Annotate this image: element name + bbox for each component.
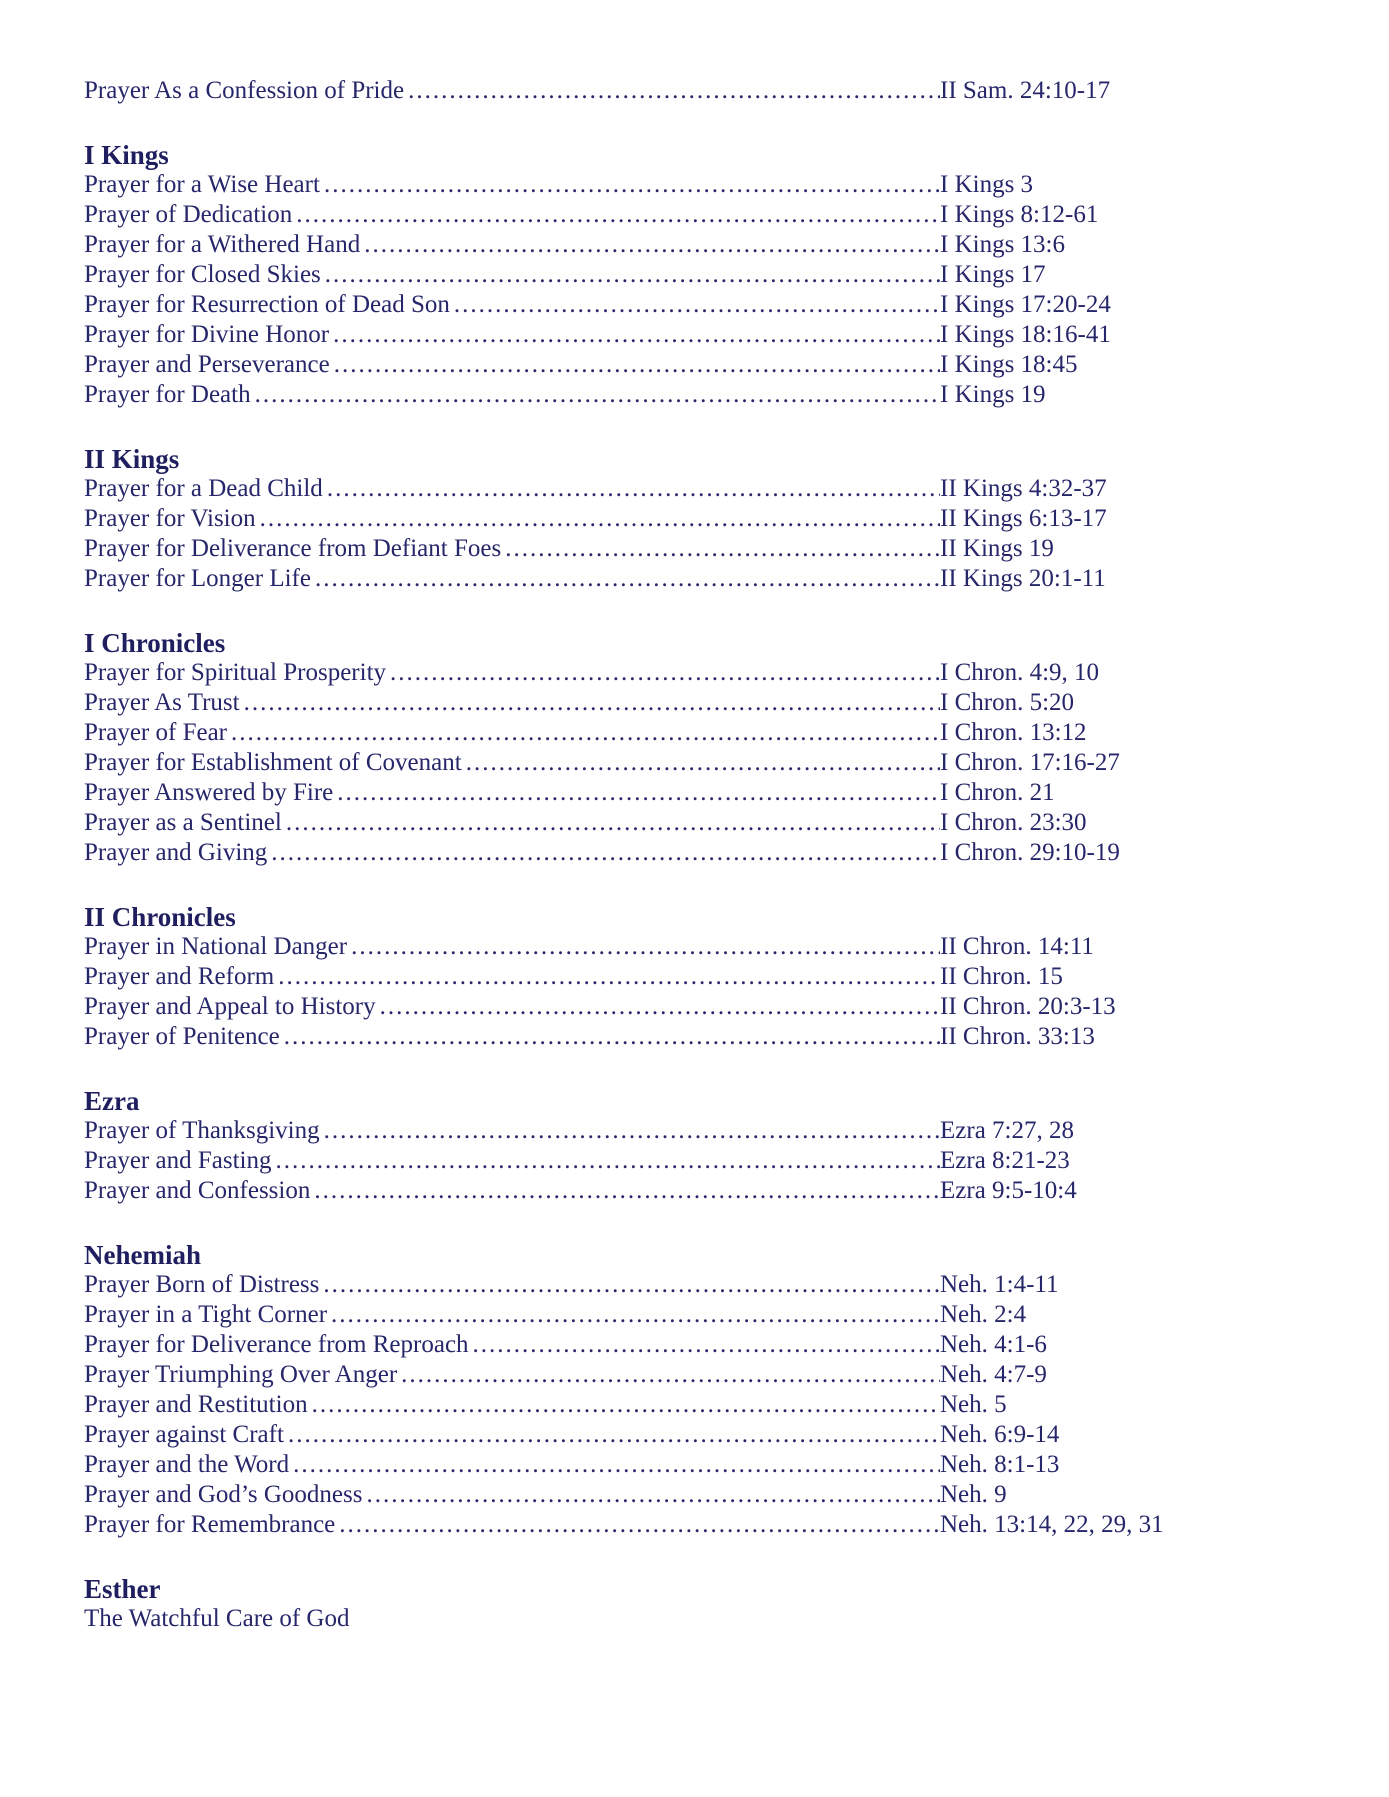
entry-reference: Neh. 13:14, 22, 29, 31 (940, 1511, 1164, 1538)
entry-dot-leader (278, 962, 940, 992)
entry-title: Prayer and Restitution (84, 1391, 308, 1418)
entry-title: Prayer for Spiritual Prosperity (84, 659, 387, 686)
toc-entry-left (84, 838, 940, 868)
toc-entry (84, 962, 1305, 992)
section-heading: I Chronicles (84, 628, 226, 658)
entry-title: Prayer for Closed Skies (84, 261, 321, 288)
entry-title: Prayer for Establishment of Covenant (84, 749, 462, 776)
toc-entry-left (84, 170, 940, 200)
toc-entry (84, 170, 1305, 200)
section-heading: Ezra (84, 1086, 140, 1116)
entry-dot-leader (284, 1022, 940, 1052)
entry-reference: Ezra 8:21-23 (940, 1147, 1070, 1174)
entry-dot-leader (275, 1146, 940, 1176)
entry-title: The Watchful Care of God (84, 1605, 350, 1632)
entry-dot-leader (454, 290, 940, 320)
toc-entry-left (84, 474, 940, 504)
toc-entry-left (84, 76, 940, 106)
toc-entry-left (84, 1360, 940, 1390)
toc-entry (84, 808, 1305, 838)
entry-reference: I Kings 8:12-61 (940, 201, 1099, 228)
toc-entry-left (84, 748, 940, 778)
entry-dot-leader (333, 320, 940, 350)
toc-entry (84, 200, 1305, 230)
toc-entry (84, 290, 1305, 320)
toc-entry (84, 748, 1305, 778)
entry-title: Prayer and Appeal to History (84, 993, 376, 1020)
entry-dot-leader (324, 170, 940, 200)
entry-dot-leader (293, 1450, 940, 1480)
entry-dot-leader (255, 380, 940, 410)
toc-entry (84, 838, 1305, 868)
entry-reference: II Chron. 14:11 (940, 933, 1094, 960)
entry-reference: I Kings 19 (940, 381, 1046, 408)
entry-reference: Neh. 2:4 (940, 1301, 1027, 1328)
toc-entry-left (84, 504, 940, 534)
entry-title: Prayer for Divine Honor (84, 321, 330, 348)
toc-entry (84, 1330, 1305, 1360)
entry-title: Prayer of Penitence (84, 1023, 280, 1050)
entry-title: Prayer As a Confession of Pride (84, 77, 405, 104)
section-heading: I Kings (84, 140, 169, 170)
entry-reference: I Chron. 23:30 (940, 809, 1087, 836)
entry-reference: Neh. 8:1-13 (940, 1451, 1060, 1478)
entry-reference: I Kings 18:45 (940, 351, 1078, 378)
toc-entry (84, 380, 1305, 410)
entry-title: Prayer As Trust (84, 689, 240, 716)
entry-title: Prayer for Remembrance (84, 1511, 336, 1538)
toc-entry-left (84, 1450, 940, 1480)
section-entries (84, 474, 1305, 594)
entry-title: Prayer for a Wise Heart (84, 171, 320, 198)
entry-title: Prayer against Craft (84, 1421, 284, 1448)
section-entries (84, 170, 1305, 410)
entry-dot-leader (314, 1176, 940, 1206)
entry-dot-leader (351, 932, 940, 962)
entry-dot-leader (312, 1390, 940, 1420)
entry-reference: Ezra 9:5-10:4 (940, 1177, 1077, 1204)
toc-section (84, 444, 1305, 594)
toc-entry-left (84, 534, 940, 564)
toc-entry (84, 718, 1305, 748)
entry-reference: Ezra 7:27, 28 (940, 1117, 1074, 1144)
toc-entry (84, 1146, 1305, 1176)
toc-entry-left (84, 1480, 940, 1510)
toc-entry (84, 1116, 1305, 1146)
toc-section (84, 1086, 1305, 1206)
toc-entry (84, 992, 1305, 1022)
entry-dot-leader (315, 564, 940, 594)
table-of-contents (84, 76, 1305, 1634)
toc-entry-left (84, 992, 940, 1022)
toc-entry (84, 688, 1305, 718)
entry-title: Prayer and Fasting (84, 1147, 272, 1174)
entry-reference: II Chron. 15 (940, 963, 1063, 990)
entry-title: Prayer of Thanksgiving (84, 1117, 320, 1144)
toc-entry-left (84, 1420, 940, 1450)
toc-entry-left (84, 658, 940, 688)
toc-entry (84, 564, 1305, 594)
entry-title: Prayer and Reform (84, 963, 275, 990)
toc-section (84, 902, 1305, 1052)
entry-reference: II Kings 20:1-11 (940, 565, 1106, 592)
entry-dot-leader (505, 534, 940, 564)
toc-section (84, 1574, 1305, 1634)
entry-reference: II Chron. 33:13 (940, 1023, 1095, 1050)
section-entries (84, 76, 1305, 106)
toc-entry (84, 1510, 1305, 1540)
entry-reference: I Chron. 5:20 (940, 689, 1075, 716)
entry-dot-leader (380, 992, 940, 1022)
entry-reference: I Chron. 4:9, 10 (940, 659, 1100, 686)
toc-entry (84, 1604, 1305, 1634)
section-entries (84, 658, 1305, 868)
toc-entry-left (84, 1390, 940, 1420)
entry-dot-leader (466, 748, 940, 778)
toc-entry (84, 1360, 1305, 1390)
toc-entry-left (84, 564, 940, 594)
entry-title: Prayer and Giving (84, 839, 268, 866)
entry-title: Prayer and the Word (84, 1451, 290, 1478)
entry-dot-leader (323, 1270, 940, 1300)
entry-title: Prayer for Longer Life (84, 565, 311, 592)
entry-title: Prayer for Deliverance from Defiant Foes (84, 535, 502, 562)
toc-entry (84, 932, 1305, 962)
section-entries (84, 1116, 1305, 1206)
toc-section (84, 76, 1305, 106)
toc-entry (84, 350, 1305, 380)
entry-dot-leader (390, 658, 940, 688)
entry-dot-leader (324, 1116, 940, 1146)
entry-dot-leader (231, 718, 940, 748)
toc-entry (84, 504, 1305, 534)
entry-dot-leader (339, 1510, 940, 1540)
section-heading: Nehemiah (84, 1240, 201, 1270)
toc-entry-left (84, 932, 940, 962)
toc-entry-left (84, 688, 940, 718)
toc-entry-left (84, 380, 940, 410)
entry-dot-leader (473, 1330, 940, 1360)
toc-entry-left (84, 1176, 940, 1206)
entry-dot-leader (296, 200, 940, 230)
entry-reference: II Chron. 20:3-13 (940, 993, 1116, 1020)
toc-entry-left (84, 778, 940, 808)
entry-dot-leader (364, 230, 940, 260)
toc-entry-left (84, 350, 940, 380)
entry-dot-leader (331, 1300, 940, 1330)
section-heading: II Chronicles (84, 902, 236, 932)
entry-dot-leader (286, 808, 940, 838)
toc-entry (84, 76, 1305, 106)
section-entries (84, 1270, 1305, 1540)
entry-reference: Neh. 4:7-9 (940, 1361, 1047, 1388)
entry-reference: I Chron. 17:16-27 (940, 749, 1120, 776)
entry-dot-leader (325, 260, 940, 290)
entry-reference: I Kings 3 (940, 171, 1034, 198)
entry-title: Prayer for Vision (84, 505, 256, 532)
entry-reference: I Chron. 13:12 (940, 719, 1087, 746)
toc-entry-left (84, 1300, 940, 1330)
entry-title: Prayer Born of Distress (84, 1271, 320, 1298)
entry-dot-leader (260, 504, 940, 534)
entry-title: Prayer in a Tight Corner (84, 1301, 328, 1328)
toc-entry (84, 230, 1305, 260)
toc-entry-left (84, 290, 940, 320)
entry-dot-leader (288, 1420, 940, 1450)
entry-title: Prayer Answered by Fire (84, 779, 334, 806)
entry-title: Prayer in National Danger (84, 933, 348, 960)
toc-entry-left (84, 260, 940, 290)
entry-title: Prayer for a Dead Child (84, 475, 323, 502)
entry-title: Prayer of Dedication (84, 201, 293, 228)
toc-entry (84, 1300, 1305, 1330)
entry-dot-leader (337, 778, 940, 808)
toc-entry-left (84, 1330, 940, 1360)
toc-section (84, 628, 1305, 868)
entry-reference: I Kings 18:16-41 (940, 321, 1111, 348)
entry-reference: II Kings 4:32-37 (940, 475, 1107, 502)
toc-entry (84, 1420, 1305, 1450)
entry-reference: II Kings 19 (940, 535, 1054, 562)
toc-entry (84, 534, 1305, 564)
toc-section (84, 1240, 1305, 1540)
toc-entry (84, 778, 1305, 808)
entry-reference: II Sam. 24:10-17 (940, 77, 1111, 104)
toc-section (84, 140, 1305, 410)
toc-entry-left (84, 1022, 940, 1052)
entry-title: Prayer for Resurrection of Dead Son (84, 291, 450, 318)
toc-entry (84, 1480, 1305, 1510)
entry-reference: Neh. 5 (940, 1391, 1007, 1418)
entry-title: Prayer Triumphing Over Anger (84, 1361, 398, 1388)
section-heading: Esther (84, 1574, 161, 1604)
toc-entry (84, 320, 1305, 350)
entry-title: Prayer for Deliverance from Reproach (84, 1331, 469, 1358)
entry-reference: I Kings 17 (940, 261, 1046, 288)
entry-reference: II Kings 6:13-17 (940, 505, 1107, 532)
section-heading: II Kings (84, 444, 180, 474)
toc-entry (84, 1022, 1305, 1052)
entry-reference: I Kings 17:20-24 (940, 291, 1111, 318)
toc-entry-left (84, 718, 940, 748)
toc-entry-left (84, 230, 940, 260)
entry-title: Prayer for Death (84, 381, 251, 408)
toc-entry (84, 474, 1305, 504)
toc-entry-left (84, 1270, 940, 1300)
entry-reference: Neh. 9 (940, 1481, 1007, 1508)
entry-title: Prayer and Perseverance (84, 351, 330, 378)
toc-entry-left (84, 962, 940, 992)
entry-dot-leader (366, 1480, 940, 1510)
toc-entry-left (84, 320, 940, 350)
toc-entry-left (84, 200, 940, 230)
entry-reference: I Kings 13:6 (940, 231, 1065, 258)
toc-entry-left (84, 808, 940, 838)
toc-entry-left (84, 1146, 940, 1176)
toc-entry (84, 260, 1305, 290)
entry-title: Prayer for a Withered Hand (84, 231, 361, 258)
entry-reference: Neh. 4:1-6 (940, 1331, 1047, 1358)
section-entries (84, 1604, 1305, 1634)
entry-dot-leader (334, 350, 940, 380)
section-entries (84, 932, 1305, 1052)
entry-dot-leader (408, 76, 940, 106)
toc-entry (84, 658, 1305, 688)
entry-title: Prayer as a Sentinel (84, 809, 282, 836)
entry-title: Prayer and Confession (84, 1177, 311, 1204)
entry-reference: Neh. 1:4-11 (940, 1271, 1059, 1298)
toc-entry (84, 1450, 1305, 1480)
entry-reference: I Chron. 21 (940, 779, 1055, 806)
entry-reference: I Chron. 29:10-19 (940, 839, 1120, 866)
entry-dot-leader (401, 1360, 940, 1390)
entry-title: Prayer and God’s Goodness (84, 1481, 363, 1508)
entry-dot-leader (244, 688, 940, 718)
entry-title: Prayer of Fear (84, 719, 227, 746)
toc-entry-left (84, 1604, 940, 1634)
toc-entry (84, 1176, 1305, 1206)
toc-entry-left (84, 1116, 940, 1146)
entry-dot-leader (271, 838, 940, 868)
toc-entry-left (84, 1510, 940, 1540)
entry-reference: Neh. 6:9-14 (940, 1421, 1060, 1448)
toc-entry (84, 1390, 1305, 1420)
entry-dot-leader (327, 474, 940, 504)
toc-entry (84, 1270, 1305, 1300)
